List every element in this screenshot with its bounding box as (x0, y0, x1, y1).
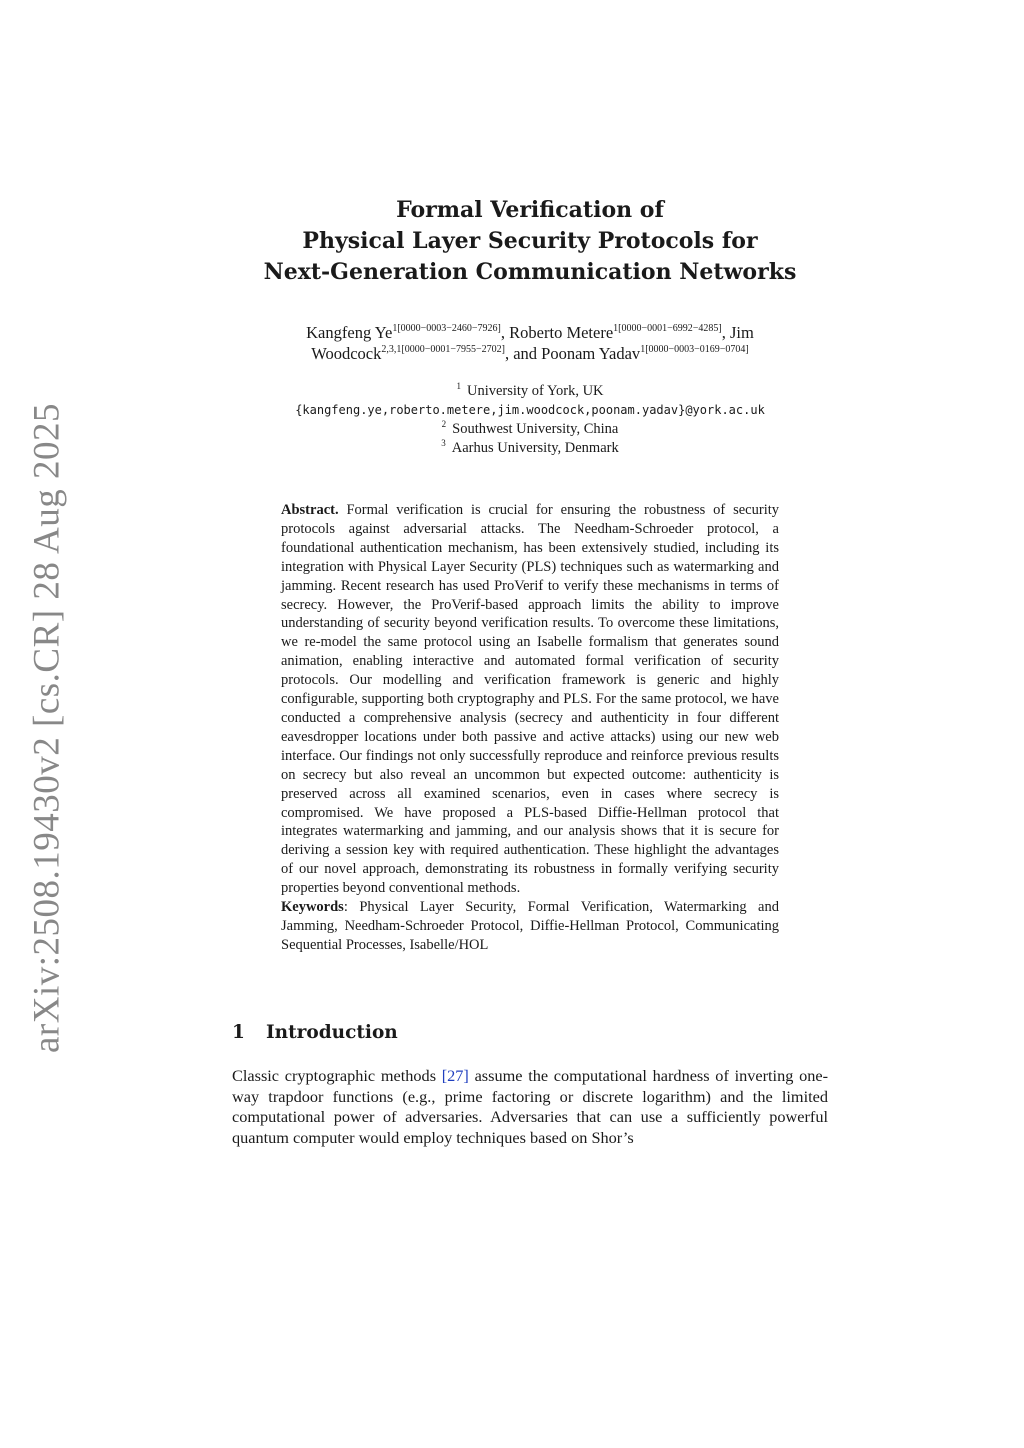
affiliation-2-marker: 2 (441, 419, 447, 429)
intro-text-start: Classic cryptographic methods (232, 1066, 442, 1085)
author-name-yadav: , and Poonam Yadav (504, 344, 641, 363)
author-list (232, 322, 828, 364)
section-title: Introduction (266, 1022, 398, 1043)
section-heading-introduction (232, 1022, 398, 1043)
title-line-2: Physical Layer Security Protocols for (302, 228, 758, 254)
keywords-paragraph (281, 898, 779, 955)
section-number: 1 (232, 1022, 245, 1043)
keywords-text: : Physical Layer Security, Formal Verification, Watermarking and Jamming, Needham-Schroeder Protocol, Diffie-Hellman Protocol, Communicating Sequential Processes, Isabelle/HOL (281, 899, 779, 953)
affiliation-1-text: University of York, UK (466, 383, 604, 399)
affiliation-2-text: Southwest University, China (452, 421, 619, 437)
author-name-ye: Kangfeng Ye (306, 323, 393, 342)
abstract-paragraph (281, 501, 779, 898)
affiliation-1-marker: 1 (456, 381, 461, 391)
email-addresses: {kangfeng.ye,roberto.metere,jim.woodcock,poonam.yadav}@york.ac.uk (295, 403, 765, 417)
introduction-paragraph (232, 1066, 828, 1148)
title-line-1: Formal Verification of (396, 197, 664, 223)
affiliation-1 (232, 382, 828, 401)
author-orcid-ye: 1[0000−0003−2460−7926] (392, 323, 501, 334)
affiliation-2 (232, 420, 828, 439)
citation-link-27[interactable]: [27] (441, 1066, 469, 1085)
intro-text-continued: assume the computational hardness of inverting one-way trapdoor functions (e.g., prime factoring or discrete logarithm) and the limited computational power of adversaries. Adversaries that can use a sufficiently powerful quantum computer would employ techniques based on Shor’s (232, 1066, 828, 1147)
author-emails (232, 401, 828, 420)
abstract-block (281, 501, 779, 955)
affiliation-3-marker: 3 (441, 438, 446, 448)
paper-title (180, 195, 880, 288)
author-orcid-metere: 1[0000−0001−6992−4285] (613, 323, 722, 334)
author-orcid-woodcock: 2,3,1[0000−0001−7955−2702] (381, 344, 505, 355)
author-orcid-yadav: 1[0000−0003−0169−0704] (640, 344, 749, 355)
affiliation-list (232, 382, 828, 458)
author-name-metere: , Roberto Metere (500, 323, 614, 342)
affiliation-3-text: Aarhus University, Denmark (451, 440, 619, 456)
affiliation-3 (232, 439, 828, 458)
abstract-label: Abstract. (281, 502, 339, 518)
title-line-3: Next-Generation Communication Networks (263, 259, 797, 285)
abstract-text: Formal verification is crucial for ensuring the robustness of security protocols against adversarial attacks. The Needham-Schroeder protocol, a foundational authentication mechanism, has been extensively studied, including its integration with Physical Layer Security (PLS) techniques such as watermarking and jamming. Recent research has used ProVerif to verify these mechanisms in terms of secrecy. However, the ProVerif-based approach limits the ability to improve understanding of security beyond verification results. To overcome these limitations, we re-model the same protocol using an Isabelle formalism that generates sound animation, enabling interactive and automated formal verification of security protocols. Our modelling and verification framework is generic and highly configurable, supporting both cryptography and PLS. For the same protocol, we have conducted a comprehensive analysis (secrecy and authenticity in four different eavesdropper locations under both passive and active attacks) using our new web interface. Our findings not only successfully reproduce and reinforce previous results on secrecy but also reveal an uncommon but expected outcome: authenticity is preserved across all examined scenarios, even in cases where secrecy is compromised. We have proposed a PLS-based Diffie-Hellman protocol that integrates watermarking and jamming, and our analysis shows that it is secure for deriving a session key with required authentication. These highlight the advantages of our novel approach, demonstrating its robustness in formally verifying security properties beyond conventional methods. (281, 502, 780, 897)
keywords-label: Keywords (281, 899, 344, 916)
arxiv-identifier-stamp: arXiv:2508.19430v2 [cs.CR] 28 Aug 2025 (26, 402, 68, 1054)
author-name-woodcock: , Jim Woodcock (311, 323, 754, 363)
